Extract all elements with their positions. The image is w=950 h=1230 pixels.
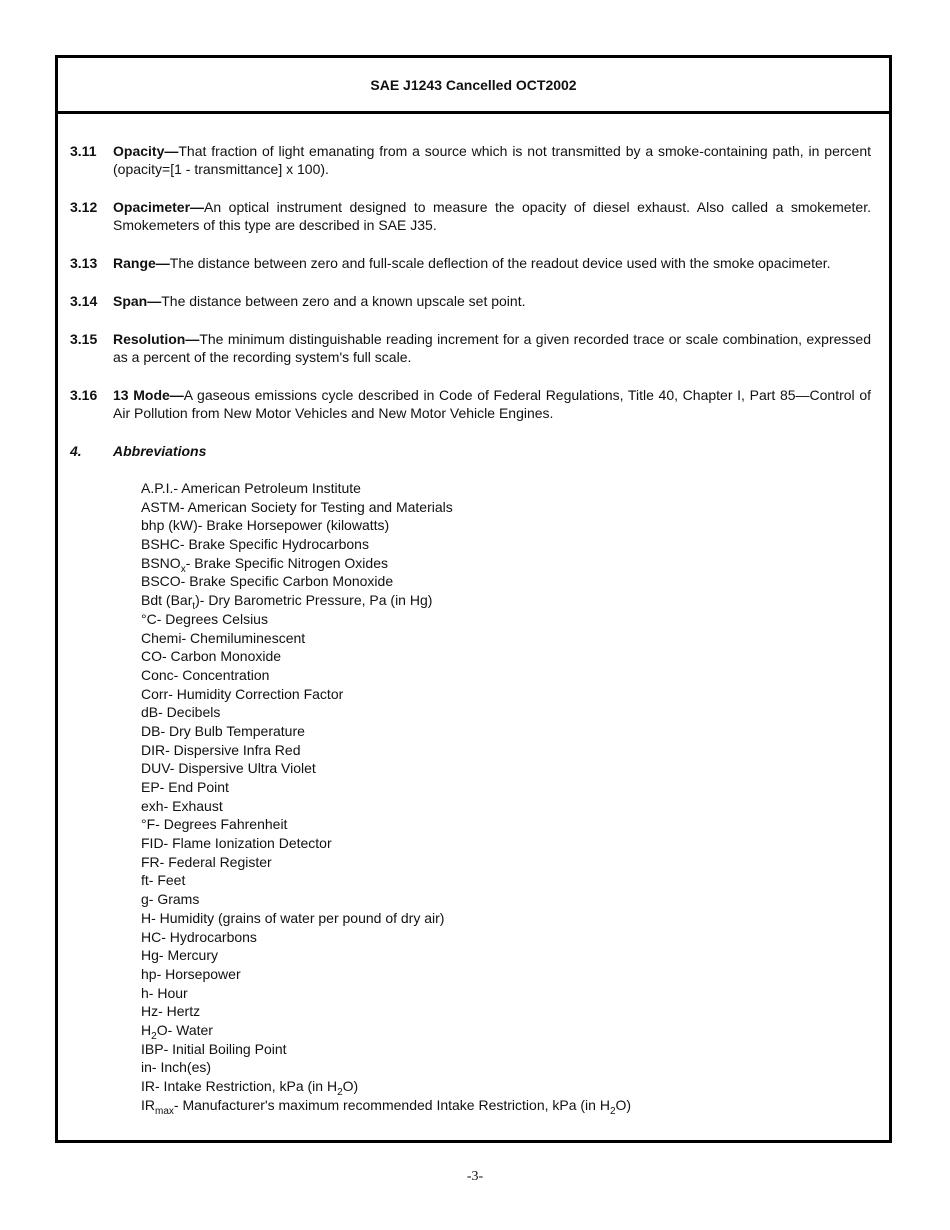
abbreviation-subscript: max <box>155 1105 174 1117</box>
definition-term: Opacity— <box>113 143 179 159</box>
abbreviation-text: O) <box>342 1078 359 1094</box>
definition-item <box>70 254 871 272</box>
definition-item <box>70 292 871 310</box>
abbreviation-item <box>141 834 871 853</box>
abbreviation-text: EP- End Point <box>141 779 229 795</box>
definition-text: An optical instrument designed to measure the opacity of diesel exhaust. Also called a smokemeter. Smokemeters of this type are described in SAE J35. <box>113 199 871 233</box>
definition-body <box>113 254 871 272</box>
definition-term: Opacimeter— <box>113 199 205 215</box>
abbreviations-list <box>141 479 871 1117</box>
abbreviation-text: hp- Horsepower <box>141 965 241 982</box>
abbreviation-text: DIR- Dispersive Infra Red <box>141 741 301 758</box>
abbreviations-heading <box>70 442 871 460</box>
abbreviation-text: Chemi- Chemiluminescent <box>141 629 306 646</box>
abbreviation-text: DB- Dry Bulb Temperature <box>141 722 305 739</box>
abbreviation-item <box>141 629 871 648</box>
abbreviation-text: Conc- Concentration <box>141 666 270 683</box>
abbreviation-subscript: 2 <box>337 1086 343 1098</box>
abbreviation-item <box>141 946 871 965</box>
definition-number: 3.11 <box>70 143 97 159</box>
definition-number: 3.15 <box>70 331 98 347</box>
abbreviation-subscript: 2 <box>609 1105 616 1117</box>
abbreviation-item <box>141 1096 871 1115</box>
definition-item <box>70 198 871 234</box>
document-content <box>70 142 871 1117</box>
abbreviation-text: BSCO- Brake Specific Carbon Monoxide <box>141 573 394 590</box>
abbreviation-item <box>141 797 871 816</box>
abbreviation-item <box>141 853 871 872</box>
abbreviation-text: h- Hour <box>141 984 188 1001</box>
definition-item <box>70 142 871 178</box>
abbreviation-item <box>141 703 871 722</box>
abbreviation-item <box>141 647 871 666</box>
definition-term: 13 Mode— <box>113 387 184 403</box>
abbreviation-text: - Manufacturer's maximum recommended Intake Restriction, kPa (in H <box>173 1096 610 1113</box>
definition-term: Span— <box>113 293 162 309</box>
abbreviation-text: IR- Intake Restriction, kPa (in H <box>141 1078 338 1094</box>
abbreviation-text: IR <box>141 1096 155 1113</box>
page-header <box>58 58 889 114</box>
abbreviation-text: °F- Degrees Fahrenheit <box>141 816 288 833</box>
abbreviation-text: °C- Degrees Celsius <box>141 610 268 627</box>
abbreviation-item <box>141 984 871 1003</box>
abbreviation-text: A.P.I.- American Petroleum Institute <box>141 480 361 496</box>
page-frame <box>55 55 892 1143</box>
definition-body <box>113 142 871 178</box>
definition-item <box>70 330 871 366</box>
abbreviation-text: Hz- Hertz <box>141 1003 201 1020</box>
abbreviation-text: - Brake Specific Nitrogen Oxides <box>185 554 388 571</box>
abbreviation-item <box>141 685 871 704</box>
abbreviation-item <box>141 1077 871 1096</box>
definition-number: 3.13 <box>70 255 98 271</box>
abbreviation-text: FID- Flame Ionization Detector <box>141 835 332 852</box>
document-title: SAE J1243 Cancelled OCT2002 <box>370 76 577 93</box>
abbreviation-item <box>141 759 871 778</box>
definition-term: Resolution— <box>113 331 200 347</box>
definition-text: A gaseous emissions cycle described in Code of Federal Regulations, Title 40, Chapter I, Part 85—Control of Air Pollution from New Motor Vehicles and New Motor Vehicle Engines. <box>113 387 871 421</box>
definition-body <box>113 386 871 422</box>
abbreviation-item <box>141 535 871 554</box>
definition-body <box>113 292 871 310</box>
abbreviation-item <box>141 965 871 984</box>
definition-text: That fraction of light emanating from a source which is not transmitted by a smoke-containing path, in percent (opacity=[1 - transmittance] x 100). <box>113 143 871 177</box>
abbreviation-text: g- Grams <box>141 891 200 908</box>
abbreviation-item <box>141 1021 871 1040</box>
abbreviation-item <box>141 741 871 760</box>
abbreviation-text: BSNO <box>141 554 181 571</box>
abbreviation-item <box>141 516 871 535</box>
definition-text: The distance between zero and full-scale deflection of the readout device used with the smoke opacimeter. <box>169 255 831 271</box>
abbreviation-text: in- Inch(es) <box>141 1059 212 1076</box>
definition-text: The minimum distinguishable reading increment for a given recorded trace or scale combination, expressed as a percent of the recording system's full scale. <box>113 331 871 365</box>
abbreviation-subscript: t <box>192 600 196 612</box>
abbreviation-text: bhp (kW)- Brake Horsepower (kilowatts) <box>141 517 390 534</box>
definition-text: The distance between zero and a known upscale set point. <box>161 293 526 309</box>
abbreviation-text: H <box>141 1021 152 1038</box>
abbreviation-text: exh- Exhaust <box>141 797 223 814</box>
abbreviation-item <box>141 722 871 741</box>
definition-body <box>113 198 871 234</box>
definition-body <box>113 330 871 366</box>
abbreviation-text: ft- Feet <box>141 872 186 889</box>
abbreviation-item <box>141 498 871 517</box>
abbreviation-text: BSHC- Brake Specific Hydrocarbons <box>141 536 369 553</box>
abbreviation-item <box>141 610 871 629</box>
page-number: -3- <box>466 1169 484 1184</box>
abbreviation-text: dB- Decibels <box>141 704 221 721</box>
abbreviation-item <box>141 1058 871 1077</box>
abbreviation-item <box>141 909 871 928</box>
abbreviation-item <box>141 1040 871 1059</box>
abbreviation-item <box>141 479 871 498</box>
abbreviation-item <box>141 928 871 947</box>
abbreviation-item <box>141 554 871 573</box>
abbreviation-item <box>141 1002 871 1021</box>
section-number: 4. <box>70 443 82 459</box>
abbreviation-subscript: x <box>180 563 186 575</box>
abbreviation-text: Bdt (Bar <box>141 592 193 609</box>
abbreviation-item <box>141 890 871 909</box>
definition-number: 3.16 <box>70 387 98 403</box>
abbreviation-item <box>141 572 871 591</box>
abbreviation-text: O) <box>615 1096 632 1113</box>
definitions-list <box>70 142 871 422</box>
definition-term: Range— <box>113 255 170 271</box>
abbreviation-text: HC- Hydrocarbons <box>141 928 257 945</box>
abbreviation-text: Corr- Humidity Correction Factor <box>141 685 344 702</box>
abbreviation-subscript: 2 <box>151 1030 157 1042</box>
abbreviation-item <box>141 815 871 834</box>
abbreviation-item <box>141 871 871 890</box>
section-title: Abbreviations <box>113 443 207 459</box>
definition-item <box>70 386 871 422</box>
abbreviation-text: Hg- Mercury <box>141 947 219 964</box>
definition-number: 3.14 <box>70 293 98 309</box>
definition-number: 3.12 <box>70 199 98 215</box>
abbreviation-text: )- Dry Barometric Pressure, Pa (in Hg) <box>195 592 433 609</box>
abbreviation-item <box>141 666 871 685</box>
abbreviation-text: CO- Carbon Monoxide <box>141 648 282 665</box>
abbreviation-text: H- Humidity (grains of water per pound of dry air) <box>141 909 445 926</box>
abbreviation-text: ASTM- American Society for Testing and Materials <box>141 498 453 515</box>
abbreviation-text: DUV- Dispersive Ultra Violet <box>141 760 316 777</box>
abbreviation-text: IBP- Initial Boiling Point <box>141 1040 287 1057</box>
abbreviation-text: FR- Federal Register <box>141 853 272 870</box>
abbreviation-item <box>141 778 871 797</box>
abbreviation-item <box>141 591 871 610</box>
abbreviation-text: O- Water <box>156 1021 213 1038</box>
